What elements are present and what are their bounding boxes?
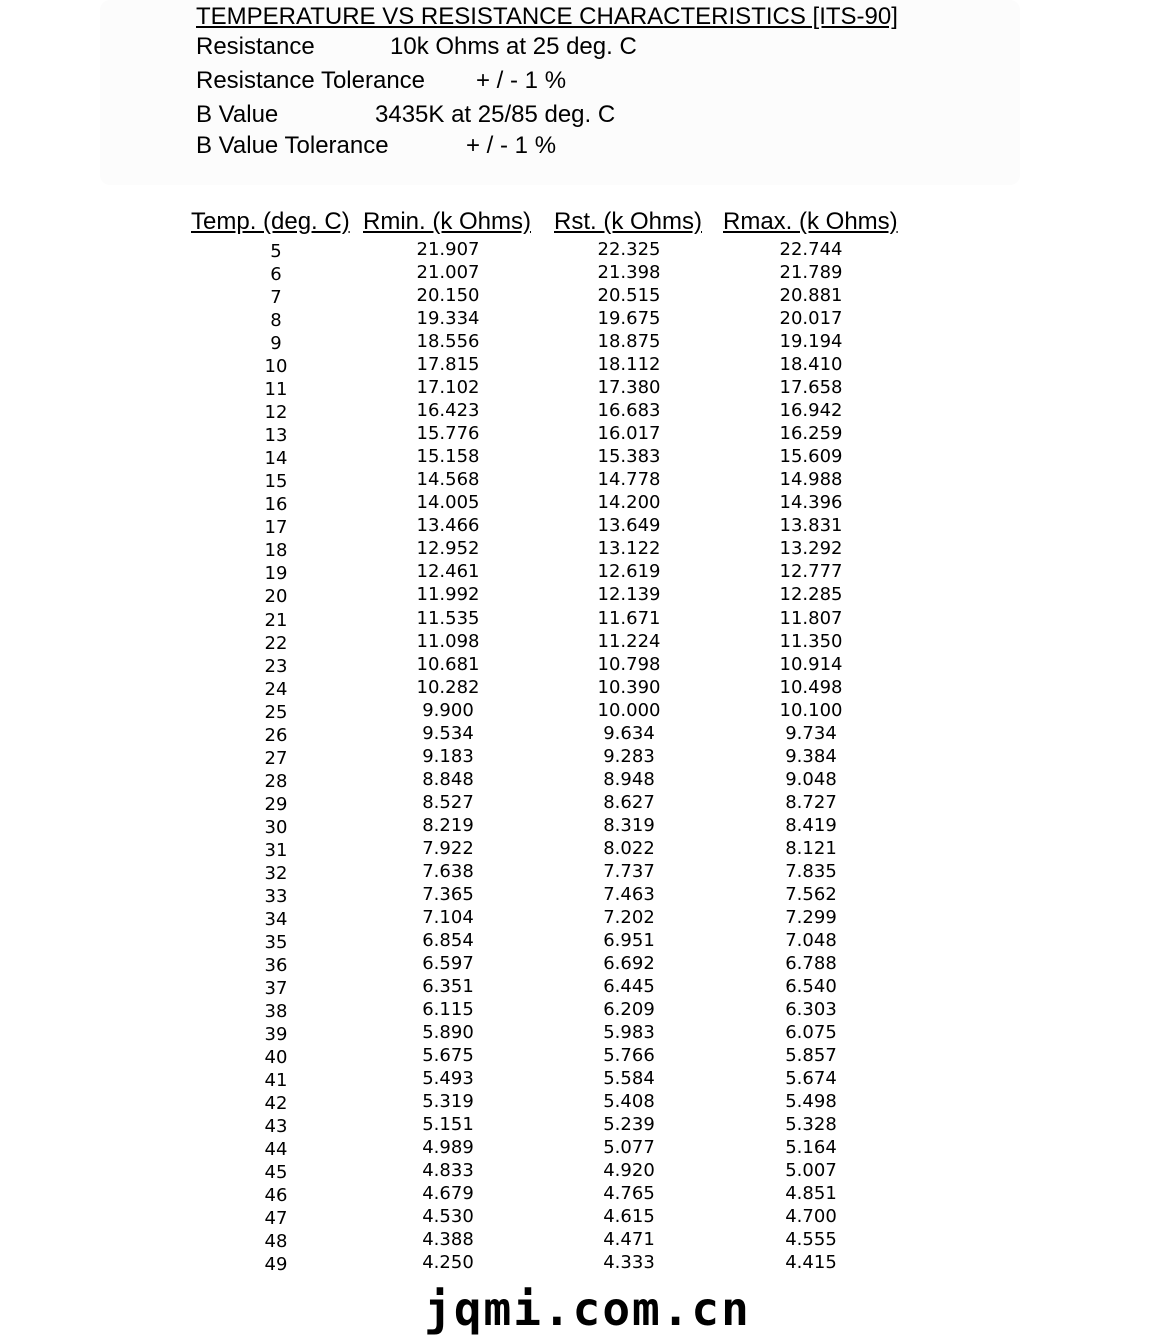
spec-label: Resistance (196, 33, 315, 60)
cell-rmin: 10.681 (416, 653, 480, 675)
table-row (0, 607, 1175, 630)
table-row (0, 1205, 1175, 1228)
cell-rmax: 22.744 (779, 239, 843, 260)
table-row (0, 676, 1175, 699)
spec-value: + / - 1 % (476, 67, 567, 94)
cell-rmin: 8.848 (422, 768, 474, 790)
cell-rmax: 6.540 (785, 976, 837, 997)
cell-temp: 39 (264, 1024, 288, 1046)
cell-rmin: 7.638 (422, 860, 474, 882)
table-row (0, 261, 1175, 284)
cell-rmax: 20.017 (779, 308, 843, 330)
cell-rmin: 9.183 (422, 745, 474, 767)
table-row (0, 906, 1175, 929)
cell-rst: 5.584 (603, 1068, 655, 1090)
table-row (0, 1021, 1175, 1044)
table-row (0, 1136, 1175, 1159)
cell-rmax: 13.831 (779, 515, 843, 537)
spec-value: 3435K at 25/85 deg. C (375, 101, 616, 128)
cell-rmax: 7.299 (785, 906, 837, 928)
cell-rmax: 8.419 (785, 814, 837, 836)
cell-rmin: 9.900 (422, 699, 474, 721)
cell-rst: 8.627 (603, 791, 655, 813)
table-row (0, 929, 1175, 952)
cell-rst: 21.398 (597, 262, 661, 284)
cell-temp: 9 (270, 333, 282, 355)
cell-rst: 10.000 (597, 699, 661, 721)
cell-temp: 13 (264, 425, 288, 447)
cell-temp: 47 (264, 1208, 288, 1230)
cell-temp: 18 (264, 540, 288, 562)
cell-rst: 11.224 (597, 630, 661, 652)
cell-rmin: 13.466 (416, 515, 480, 537)
cell-rmax: 18.410 (779, 354, 843, 376)
cell-rmin: 19.334 (416, 308, 480, 330)
column-header-rst: Rst. (k Ohms) (554, 208, 702, 235)
cell-rmax: 16.259 (779, 423, 843, 445)
cell-temp: 43 (264, 1116, 288, 1138)
cell-rmax: 6.303 (785, 999, 837, 1021)
cell-rst: 18.112 (597, 354, 661, 376)
cell-temp: 49 (264, 1254, 288, 1276)
cell-rst: 6.445 (603, 976, 655, 997)
table-row (0, 560, 1175, 583)
cell-rmin: 4.679 (422, 1183, 474, 1205)
cell-rmin: 4.833 (422, 1160, 474, 1182)
table-row (0, 1067, 1175, 1090)
cell-temp: 34 (264, 908, 288, 930)
cell-temp: 32 (264, 862, 288, 884)
cell-rmin: 7.104 (422, 906, 474, 928)
cell-rmin: 4.530 (422, 1206, 474, 1228)
cell-rst: 7.737 (603, 860, 655, 882)
cell-rst: 7.463 (603, 883, 655, 905)
cell-rst: 8.022 (603, 837, 655, 859)
cell-rmax: 4.555 (785, 1229, 837, 1251)
table-row (0, 445, 1175, 468)
cell-rmax: 8.121 (785, 837, 837, 859)
table-row (0, 1044, 1175, 1067)
cell-rst: 14.200 (597, 492, 661, 514)
cell-temp: 20 (264, 586, 288, 608)
cell-rmax: 4.851 (785, 1183, 837, 1205)
cell-rst: 12.139 (597, 584, 661, 606)
cell-temp: 41 (264, 1070, 288, 1092)
spec-value: + / - 1 % (466, 132, 557, 159)
cell-rmax: 5.328 (785, 1114, 837, 1136)
table-row (0, 653, 1175, 676)
cell-rst: 8.319 (603, 814, 655, 836)
table-row (0, 768, 1175, 791)
cell-rmax: 15.609 (779, 446, 843, 468)
cell-rst: 13.122 (597, 538, 661, 560)
table-row (0, 491, 1175, 514)
cell-rmax: 5.674 (785, 1068, 837, 1090)
cell-rmax: 17.658 (779, 377, 843, 399)
cell-rst: 9.283 (603, 745, 655, 767)
cell-rmax: 8.727 (785, 791, 837, 813)
spec-label: B Value Tolerance (196, 132, 389, 159)
cell-rmax: 9.048 (785, 768, 837, 790)
table-row (0, 330, 1175, 353)
cell-temp: 22 (264, 632, 288, 654)
cell-temp: 44 (264, 1139, 288, 1161)
cell-rmin: 5.890 (422, 1022, 474, 1044)
cell-rmin: 9.534 (422, 722, 474, 744)
cell-rst: 19.675 (597, 308, 661, 330)
table-row (0, 1251, 1175, 1274)
cell-temp: 31 (264, 839, 288, 861)
cell-temp: 21 (264, 609, 288, 631)
table-row (0, 814, 1175, 837)
cell-rmin: 4.989 (422, 1137, 474, 1159)
page-title: TEMPERATURE VS RESISTANCE CHARACTERISTICS [ITS-90] (196, 3, 898, 30)
table-row (0, 376, 1175, 399)
cell-rmin: 17.815 (416, 354, 480, 376)
cell-rmin: 5.675 (422, 1045, 474, 1067)
cell-rmin: 20.150 (416, 285, 480, 307)
cell-rmin: 16.423 (416, 400, 480, 422)
cell-rmax: 9.734 (785, 722, 837, 744)
cell-temp: 7 (270, 287, 282, 309)
cell-rmin: 12.461 (416, 561, 480, 583)
cell-rmax: 5.498 (785, 1091, 837, 1113)
cell-rst: 10.390 (597, 676, 661, 698)
cell-rst: 14.778 (597, 469, 661, 491)
cell-rst: 4.471 (603, 1229, 655, 1251)
cell-rmax: 19.194 (779, 331, 843, 353)
cell-rmax: 21.789 (779, 262, 843, 284)
cell-rmin: 14.005 (416, 492, 480, 514)
cell-rst: 18.875 (597, 331, 661, 353)
table-row (0, 422, 1175, 445)
cell-rmin: 6.351 (422, 976, 474, 997)
cell-rmin: 11.992 (416, 584, 480, 606)
cell-temp: 42 (264, 1093, 288, 1115)
cell-temp: 29 (264, 793, 288, 815)
table-row (0, 514, 1175, 537)
cell-rmin: 5.151 (422, 1114, 474, 1136)
cell-rmin: 14.568 (416, 469, 480, 491)
table-row (0, 284, 1175, 307)
cell-rst: 10.798 (597, 653, 661, 675)
cell-rmin: 4.250 (422, 1252, 474, 1274)
cell-temp: 17 (264, 517, 288, 539)
cell-rmax: 12.285 (779, 584, 843, 606)
cell-temp: 30 (264, 816, 288, 838)
cell-rst: 22.325 (597, 239, 661, 260)
spec-label: B Value (196, 101, 279, 128)
cell-rmin: 5.493 (422, 1068, 474, 1090)
cell-rmax: 10.498 (779, 676, 843, 698)
table-row (0, 583, 1175, 606)
cell-rmax: 9.384 (785, 745, 837, 767)
cell-temp: 28 (264, 770, 288, 792)
table-row (0, 952, 1175, 975)
cell-rmax: 13.292 (779, 538, 843, 560)
cell-rmax: 11.350 (779, 630, 843, 652)
cell-rst: 9.634 (603, 722, 655, 744)
cell-rst: 13.649 (597, 515, 661, 537)
cell-rst: 8.948 (603, 768, 655, 790)
cell-rmin: 8.527 (422, 791, 474, 813)
table-row (0, 1159, 1175, 1182)
cell-rmax: 6.788 (785, 952, 837, 974)
cell-rst: 20.515 (597, 285, 661, 307)
table-row (0, 1228, 1175, 1251)
cell-rst: 5.983 (603, 1022, 655, 1044)
cell-rmin: 10.282 (416, 676, 480, 698)
cell-rmin: 18.556 (416, 331, 480, 353)
cell-rmax: 4.415 (785, 1252, 837, 1274)
cell-temp: 8 (270, 310, 282, 332)
table-row (0, 1113, 1175, 1136)
cell-temp: 45 (264, 1162, 288, 1184)
cell-temp: 37 (264, 978, 288, 999)
cell-rst: 16.017 (597, 423, 661, 445)
cell-rmin: 7.922 (422, 837, 474, 859)
cell-rmax: 7.048 (785, 929, 837, 951)
cell-rmax: 5.164 (785, 1137, 837, 1159)
cell-temp: 35 (264, 931, 288, 953)
cell-temp: 15 (264, 471, 288, 493)
table-row (0, 399, 1175, 422)
table-row (0, 1090, 1175, 1113)
spec-b-value (196, 101, 616, 129)
cell-rmax: 20.881 (779, 285, 843, 307)
cell-rmin: 11.098 (416, 630, 480, 652)
spec-value: 10k Ohms at 25 deg. C (390, 33, 637, 60)
cell-rmax: 7.562 (785, 883, 837, 905)
cell-rmax: 10.914 (779, 653, 843, 675)
cell-rst: 6.951 (603, 929, 655, 951)
cell-temp: 40 (264, 1047, 288, 1069)
cell-rmax: 7.835 (785, 860, 837, 882)
cell-rmin: 12.952 (416, 538, 480, 560)
resistance-table (0, 238, 1175, 1274)
table-row (0, 791, 1175, 814)
cell-rmax: 16.942 (779, 400, 843, 422)
cell-temp: 14 (264, 448, 288, 470)
cell-rst: 5.408 (603, 1091, 655, 1113)
cell-rst: 5.077 (603, 1137, 655, 1159)
cell-temp: 48 (264, 1231, 288, 1253)
cell-temp: 23 (264, 655, 288, 677)
cell-temp: 36 (264, 954, 288, 976)
cell-rmax: 11.807 (779, 607, 843, 629)
cell-rst: 17.380 (597, 377, 661, 399)
table-row (0, 998, 1175, 1021)
table-row (0, 537, 1175, 560)
cell-rst: 4.920 (603, 1160, 655, 1182)
cell-rmax: 10.100 (779, 699, 843, 721)
cell-temp: 11 (264, 379, 288, 401)
table-row (0, 883, 1175, 906)
cell-rst: 6.209 (603, 999, 655, 1021)
table-row (0, 975, 1175, 998)
spec-resistance-tolerance (196, 67, 567, 95)
cell-rst: 12.619 (597, 561, 661, 583)
cell-temp: 19 (264, 563, 288, 585)
cell-rmin: 5.319 (422, 1091, 474, 1113)
cell-rmax: 5.857 (785, 1045, 837, 1067)
spec-label: Resistance Tolerance (196, 67, 426, 94)
cell-rst: 5.239 (603, 1114, 655, 1136)
spec-resistance (196, 33, 637, 61)
cell-temp: 12 (264, 402, 288, 424)
cell-rmin: 6.115 (422, 999, 474, 1021)
cell-rst: 4.765 (603, 1183, 655, 1205)
table-row (0, 722, 1175, 745)
cell-rmin: 6.597 (422, 952, 474, 974)
cell-rmax: 14.988 (779, 469, 843, 491)
spec-b-value-tolerance (196, 132, 557, 160)
table-row (0, 238, 1175, 261)
cell-temp: 6 (270, 264, 282, 286)
table-row (0, 307, 1175, 330)
cell-rmin: 21.007 (416, 262, 480, 284)
cell-rst: 4.333 (603, 1252, 655, 1274)
cell-rmin: 7.365 (422, 883, 474, 905)
cell-temp: 10 (264, 356, 288, 378)
watermark: jqmi.com.cn (424, 1282, 751, 1336)
table-row (0, 468, 1175, 491)
cell-rmin: 15.776 (416, 423, 480, 445)
cell-temp: 5 (270, 241, 282, 262)
column-header-temp: Temp. (deg. C) (191, 208, 350, 235)
cell-temp: 38 (264, 1001, 288, 1023)
cell-temp: 24 (264, 678, 288, 700)
cell-rst: 6.692 (603, 952, 655, 974)
cell-temp: 26 (264, 724, 288, 746)
table-row (0, 860, 1175, 883)
cell-rst: 5.766 (603, 1045, 655, 1067)
cell-rmax: 14.396 (779, 492, 843, 514)
cell-temp: 27 (264, 747, 288, 769)
table-row (0, 1182, 1175, 1205)
cell-temp: 16 (264, 494, 288, 516)
table-row (0, 630, 1175, 653)
cell-rmin: 4.388 (422, 1229, 474, 1251)
table-row (0, 699, 1175, 722)
cell-rmax: 12.777 (779, 561, 843, 583)
cell-rmin: 21.907 (416, 239, 480, 260)
cell-rst: 16.683 (597, 400, 661, 422)
cell-rmin: 11.535 (416, 607, 480, 629)
cell-rmin: 17.102 (416, 377, 480, 399)
column-header-rmin: Rmin. (k Ohms) (363, 208, 531, 235)
cell-temp: 25 (264, 701, 288, 723)
column-header-rmax: Rmax. (k Ohms) (723, 208, 898, 235)
cell-rst: 15.383 (597, 446, 661, 468)
table-row (0, 837, 1175, 860)
cell-temp: 46 (264, 1185, 288, 1207)
cell-temp: 33 (264, 885, 288, 907)
table-row (0, 353, 1175, 376)
cell-rmax: 5.007 (785, 1160, 837, 1182)
cell-rmin: 15.158 (416, 446, 480, 468)
cell-rmin: 8.219 (422, 814, 474, 836)
cell-rst: 11.671 (597, 607, 661, 629)
cell-rmax: 6.075 (785, 1022, 837, 1044)
cell-rst: 4.615 (603, 1206, 655, 1228)
cell-rmax: 4.700 (785, 1206, 837, 1228)
cell-rst: 7.202 (603, 906, 655, 928)
cell-rmin: 6.854 (422, 929, 474, 951)
table-row (0, 745, 1175, 768)
